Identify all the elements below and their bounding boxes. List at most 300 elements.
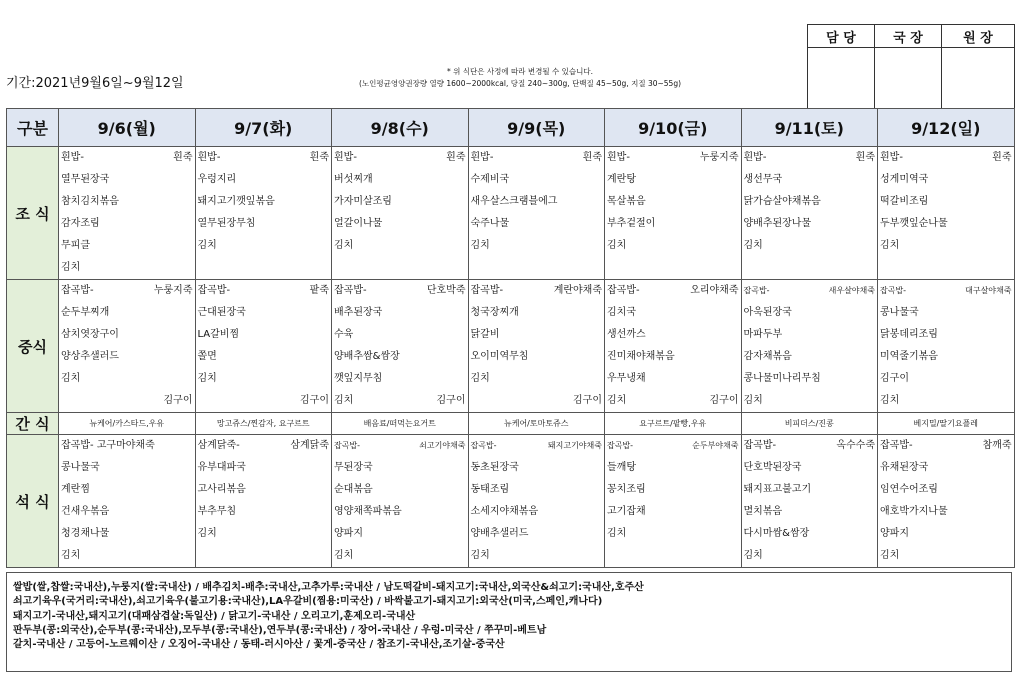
menu-line — [605, 545, 741, 567]
menu-item: 콩나물국 — [880, 307, 919, 318]
menu-line — [196, 280, 332, 302]
menu-item: 근대된장국 — [197, 307, 246, 318]
menu-line — [469, 545, 605, 567]
menu-line — [878, 523, 1014, 545]
menu-item: 버섯찌개 — [334, 174, 373, 185]
menu-line — [878, 169, 1014, 191]
menu-item: 마파두부 — [743, 329, 783, 340]
menu-cell — [332, 280, 469, 413]
menu-line — [59, 545, 195, 567]
origin-line: 갈치-국내산 / 고등어-노르웨이산 / 오징어-국내산 / 동태-러시아산 / 꽃게-중국산 / 참조기-국내산,조기살-중국산 — [13, 639, 505, 651]
day-header: 9/8(수) — [332, 109, 469, 147]
menu-item-right: 흰죽 — [582, 152, 602, 163]
menu-line — [878, 302, 1014, 324]
approval-director: 국 장 — [875, 25, 942, 48]
menu-line — [59, 523, 195, 545]
menu-line — [196, 457, 332, 479]
menu-item: 흰밥- — [607, 152, 630, 163]
menu-line — [469, 435, 605, 457]
menu-line — [332, 457, 468, 479]
menu-line — [59, 390, 195, 412]
origin-line: 판두부(콩:외국산),순두부(콩:국내산),모두부(콩:국내산),연두부(콩:국내산) / 장어-국내산 / 우렁-미국산 / 쭈꾸미-베트남 — [13, 624, 547, 636]
notice-line-1: * 위 식단은 사정에 따라 변경될 수 있습니다. — [447, 67, 593, 76]
menu-item-right: 흰죽 — [446, 152, 466, 163]
menu-item-right: 누룽지죽 — [153, 285, 193, 296]
menu-line — [605, 147, 741, 169]
menu-line — [605, 169, 741, 191]
menu-item: 닭봉데리조림 — [880, 329, 938, 340]
menu-line — [605, 390, 741, 412]
menu-line — [469, 213, 605, 235]
menu-item-right: 팥죽 — [309, 285, 329, 296]
menu-line — [605, 501, 741, 523]
menu-line — [469, 346, 605, 368]
menu-item: 잡곡밥- — [607, 285, 640, 296]
menu-item: 성게미역국 — [880, 174, 929, 185]
menu-line — [332, 302, 468, 324]
menu-line — [742, 213, 878, 235]
menu-item-right: 새우살야채죽 — [828, 286, 875, 295]
menu-line — [59, 302, 195, 324]
menu-cell — [605, 435, 742, 568]
menu-item: 양파지 — [334, 528, 363, 539]
menu-line — [605, 191, 741, 213]
menu-line — [196, 545, 332, 567]
snack-cell: 뉴케어/토마토쥬스 — [468, 413, 605, 435]
menu-line — [878, 213, 1014, 235]
menu-line — [742, 501, 878, 523]
menu-item: 미역줄기볶음 — [880, 351, 938, 362]
menu-line — [742, 280, 878, 302]
menu-cell — [195, 280, 332, 413]
menu-item-right: 돼지고기야채죽 — [547, 441, 602, 450]
menu-line — [605, 435, 741, 457]
menu-item: 아욱된장국 — [743, 307, 792, 318]
menu-line — [332, 435, 468, 457]
menu-line — [469, 523, 605, 545]
menu-item: 돼지고기깻잎볶음 — [197, 196, 275, 207]
menu-item-right: 흰죽 — [309, 152, 329, 163]
meal-row-breakfast — [7, 147, 1015, 280]
menu-item: 목살볶음 — [607, 196, 646, 207]
menu-line — [742, 169, 878, 191]
menu-item: 수제비국 — [470, 174, 510, 185]
menu-line — [332, 324, 468, 346]
menu-item: 열무된장국 — [61, 174, 110, 185]
menu-line — [196, 501, 332, 523]
menu-item: 멸치볶음 — [743, 506, 783, 517]
menu-line — [742, 147, 878, 169]
menu-item-right: 흰죽 — [992, 152, 1012, 163]
notice-line-2: (노인평균영양권장량 열량 1600~2000kcal, 당질 240~300g, 단백질 45~50g, 지질 30~55g) — [358, 79, 682, 88]
menu-line — [59, 479, 195, 501]
menu-line — [878, 435, 1014, 457]
menu-item: 배추된장국 — [334, 307, 383, 318]
snack-cell: 배음료/떠먹는요거트 — [332, 413, 469, 435]
menu-line — [605, 346, 741, 368]
menu-line — [332, 280, 468, 302]
menu-cell — [195, 147, 332, 280]
menu-line — [196, 235, 332, 257]
menu-item: 김치 — [880, 550, 900, 561]
menu-line — [605, 257, 741, 279]
menu-line — [605, 302, 741, 324]
menu-line — [878, 545, 1014, 567]
menu-item: 김치국 — [607, 307, 636, 318]
menu-item-right: 옥수수죽 — [836, 440, 875, 451]
menu-line — [332, 368, 468, 390]
menu-item-right: 순두부야채죽 — [692, 441, 739, 450]
menu-item: 수육 — [334, 329, 354, 340]
approval-signature-head — [942, 48, 1015, 111]
menu-line — [742, 302, 878, 324]
menu-item: 숙주나물 — [470, 218, 510, 229]
menu-item: 소세지야채볶음 — [470, 506, 539, 517]
menu-item: 김치 — [197, 240, 217, 251]
menu-item: 얼갈이나물 — [334, 218, 383, 229]
approval-signature-director — [875, 48, 942, 111]
menu-item: 무된장국 — [334, 462, 373, 473]
menu-item: 두부깻잎순나물 — [880, 218, 948, 229]
menu-item: 유채된장국 — [880, 462, 929, 473]
menu-line — [196, 213, 332, 235]
menu-line — [59, 169, 195, 191]
menu-item: 동초된장국 — [470, 462, 519, 473]
menu-line — [59, 324, 195, 346]
menu-line — [878, 257, 1014, 279]
day-header: 9/7(화) — [195, 109, 332, 147]
menu-line — [196, 346, 332, 368]
menu-line — [878, 280, 1014, 302]
menu-item: 생선무국 — [743, 174, 783, 185]
menu-item-right: 오리야채죽 — [690, 285, 739, 296]
menu-item: 김치 — [880, 240, 900, 251]
menu-cell — [468, 280, 605, 413]
menu-line — [469, 235, 605, 257]
menu-line — [742, 368, 878, 390]
menu-line — [605, 457, 741, 479]
menu-item-right: 대구살야채죽 — [965, 286, 1012, 295]
menu-item: 잡곡밥- — [334, 441, 361, 450]
menu-item: 단호박된장국 — [743, 462, 802, 473]
menu-item: 잡곡밥- — [607, 441, 634, 450]
menu-item: 콩나물미나리무침 — [743, 373, 821, 384]
menu-item: 잡곡밥- — [470, 441, 497, 450]
menu-line — [469, 169, 605, 191]
menu-line — [742, 545, 878, 567]
menu-item: 김구이 — [880, 373, 909, 384]
period-label: 기간:2021년9월6일~9월12일 — [6, 76, 184, 91]
menu-cell — [332, 435, 469, 568]
menu-line — [605, 523, 741, 545]
menu-line — [878, 235, 1014, 257]
approval-head: 원 장 — [942, 25, 1015, 48]
menu-line — [196, 324, 332, 346]
menu-item-right: 누룽지죽 — [699, 152, 739, 163]
menu-item: 감자조림 — [61, 218, 100, 229]
menu-item: 콩나물국 — [61, 462, 100, 473]
menu-line — [469, 280, 605, 302]
menu-cell — [878, 147, 1015, 280]
menu-cell — [605, 147, 742, 280]
menu-line — [742, 435, 878, 457]
menu-line — [469, 191, 605, 213]
menu-cell — [332, 147, 469, 280]
menu-item: 다시마쌈&쌈장 — [743, 528, 810, 539]
menu-item: 부추겉절이 — [607, 218, 656, 229]
menu-line — [59, 501, 195, 523]
menu-cell — [605, 280, 742, 413]
menu-cell — [741, 435, 878, 568]
menu-item: 들깨탕 — [607, 462, 636, 473]
menu-item: 김치 — [607, 240, 627, 251]
menu-line — [605, 235, 741, 257]
snack-cell: 비피더스/진콩 — [741, 413, 878, 435]
meal-row-dinner — [7, 435, 1015, 568]
menu-item: 김치 — [470, 550, 490, 561]
menu-line — [196, 368, 332, 390]
menu-item: 김치 — [197, 373, 217, 384]
menu-item: 진미채야채볶음 — [607, 351, 675, 362]
origin-info — [6, 572, 1012, 672]
menu-line — [196, 257, 332, 279]
weekly-menu-table — [6, 108, 1015, 568]
menu-line — [878, 390, 1014, 412]
menu-item-right: 참깨죽 — [982, 440, 1012, 451]
menu-line — [605, 324, 741, 346]
menu-item: 양배추쌈&쌈장 — [334, 351, 400, 362]
menu-line — [742, 523, 878, 545]
menu-item: 흰밥- — [197, 152, 221, 163]
approval-manager: 담 당 — [808, 25, 875, 48]
menu-item: 임연수어조림 — [880, 484, 938, 495]
menu-line — [59, 280, 195, 302]
menu-item: 양파지 — [880, 528, 909, 539]
menu-item: 김치 — [197, 528, 217, 539]
meal-row-snack — [7, 413, 1015, 435]
menu-item: 양배추샐러드 — [470, 528, 529, 539]
menu-line — [196, 523, 332, 545]
menu-item: 흰밥- — [743, 152, 767, 163]
menu-item: 김치 — [334, 395, 354, 406]
meal-label-lunch: 중식 — [7, 280, 59, 413]
menu-line — [332, 390, 468, 412]
approval-box — [807, 24, 1015, 111]
menu-item: 잡곡밥- — [743, 286, 770, 295]
menu-line — [196, 435, 332, 457]
menu-line — [332, 147, 468, 169]
snack-cell: 망고쥬스/찐감자, 요구르트 — [195, 413, 332, 435]
menu-item: 고기잡채 — [607, 506, 646, 517]
menu-line — [332, 235, 468, 257]
origin-line: 쇠고기육우(국거리:국내산),쇠고기육우(불고기용:국내산),LA우갈비(찜용:미국산) / 바싹불고기-돼지고기:외국산(미국,스페인,캐나다) — [13, 596, 603, 608]
menu-line — [878, 147, 1014, 169]
menu-item: 김치 — [607, 528, 627, 539]
menu-line — [878, 479, 1014, 501]
menu-item: 김치 — [470, 240, 490, 251]
menu-cell — [468, 435, 605, 568]
menu-item: 감자채볶음 — [743, 351, 792, 362]
day-header: 9/10(금) — [605, 109, 742, 147]
menu-item: 잡곡밥- — [880, 440, 913, 451]
menu-item: 새우살스크램블에그 — [470, 196, 558, 207]
menu-item: 우무냉채 — [607, 373, 646, 384]
day-header: 9/11(토) — [741, 109, 878, 147]
menu-item: 흰밥- — [61, 152, 84, 163]
menu-item: 청경채나물 — [61, 528, 110, 539]
menu-item: 청국장찌개 — [470, 307, 519, 318]
menu-item: 양상추샐러드 — [61, 351, 119, 362]
origin-line: 돼지고기-국내산,돼지고기(대패삼겹살:독일산) / 닭고기-국내산 / 오리고기,훈제오리-국내산 — [13, 610, 416, 622]
menu-cell — [468, 147, 605, 280]
menu-item: 떡갈비조림 — [880, 196, 929, 207]
menu-cell — [195, 435, 332, 568]
menu-item: 계란찜 — [61, 484, 90, 495]
menu-line — [878, 457, 1014, 479]
menu-line — [332, 191, 468, 213]
approval-signature-manager — [808, 48, 875, 111]
menu-item: 애호박가지나물 — [880, 506, 948, 517]
menu-line — [605, 479, 741, 501]
menu-item: 무피클 — [61, 240, 90, 251]
menu-line — [742, 346, 878, 368]
menu-cell — [741, 280, 878, 413]
menu-line — [59, 147, 195, 169]
menu-item: 김치 — [334, 550, 354, 561]
menu-item-right: 김구이 — [709, 395, 739, 406]
menu-line — [469, 147, 605, 169]
menu-cell — [59, 435, 196, 568]
menu-line — [332, 346, 468, 368]
menu-line — [469, 257, 605, 279]
menu-item: 김치 — [743, 240, 763, 251]
menu-item: 김치 — [880, 395, 900, 406]
menu-line — [59, 435, 195, 457]
menu-line — [742, 257, 878, 279]
menu-cell — [878, 280, 1015, 413]
menu-line — [742, 457, 878, 479]
menu-line — [196, 479, 332, 501]
menu-item: 건새우볶음 — [61, 506, 110, 517]
menu-item: 순대볶음 — [334, 484, 373, 495]
menu-line — [605, 368, 741, 390]
menu-item: 우렁지리 — [197, 174, 237, 185]
menu-line — [878, 324, 1014, 346]
meal-label-dinner: 석 식 — [7, 435, 59, 568]
menu-item-right: 삼계닭죽 — [290, 440, 329, 451]
menu-item: 닭갈비 — [470, 329, 500, 340]
menu-item: 김치 — [470, 373, 490, 384]
menu-line — [59, 457, 195, 479]
menu-item: 영양채쪽파볶음 — [334, 506, 402, 517]
menu-item: 김치 — [334, 240, 354, 251]
menu-line — [332, 257, 468, 279]
menu-line — [742, 390, 878, 412]
menu-line — [878, 346, 1014, 368]
menu-line — [59, 191, 195, 213]
menu-cell — [59, 147, 196, 280]
menu-line — [59, 235, 195, 257]
menu-cell — [878, 435, 1015, 568]
menu-item: 돼지표고불고기 — [743, 484, 812, 495]
menu-cell — [741, 147, 878, 280]
menu-item: 양배추된장나물 — [743, 218, 812, 229]
menu-item: 잡곡밥- — [197, 285, 231, 296]
menu-line — [469, 368, 605, 390]
meal-label-snack: 간 식 — [7, 413, 59, 435]
menu-line — [742, 235, 878, 257]
menu-item: 흰밥- — [470, 152, 494, 163]
menu-line — [469, 324, 605, 346]
menu-line — [742, 324, 878, 346]
meal-label-breakfast: 조 식 — [7, 147, 59, 280]
menu-item: 꽁치조림 — [607, 484, 646, 495]
menu-item-right: 단호박죽 — [426, 285, 466, 296]
menu-item-right: 김구이 — [163, 395, 193, 406]
menu-item: 잡곡밥- — [61, 285, 94, 296]
menu-line — [332, 501, 468, 523]
menu-item: 잡곡밥- — [334, 285, 367, 296]
menu-item: 잡곡밥- 고구마야채죽 — [61, 440, 155, 451]
menu-item: 고사리볶음 — [197, 484, 246, 495]
menu-item: 잡곡밥- — [470, 285, 504, 296]
origin-line: 쌀밥(쌀,찹쌀:국내산),누룽지(쌀:국내산) / 배추김치-배추:국내산,고추가루:국내산 / 남도떡갈비-돼지고기:국내산,외국산&쇠고기:국내산,호주산 — [13, 582, 644, 593]
menu-line — [196, 147, 332, 169]
corner-header: 구분 — [7, 109, 59, 147]
menu-item: 유부대파국 — [197, 462, 246, 473]
menu-line — [196, 169, 332, 191]
menu-item: 삼계닭죽- — [197, 440, 240, 451]
menu-item: 오이미역무침 — [470, 351, 529, 362]
menu-line — [469, 302, 605, 324]
menu-item: 잡곡밥- — [880, 286, 907, 295]
menu-item: 부추무침 — [197, 506, 237, 517]
menu-line — [196, 191, 332, 213]
menu-line — [332, 545, 468, 567]
snack-cell: 요구르트/팥빵,우유 — [605, 413, 742, 435]
menu-item: 순두부찌개 — [61, 307, 110, 318]
menu-line — [196, 390, 332, 412]
menu-line — [59, 213, 195, 235]
menu-item: 김치 — [607, 395, 627, 406]
menu-item-right: 김구이 — [436, 395, 466, 406]
menu-line — [742, 479, 878, 501]
menu-line — [469, 479, 605, 501]
menu-item-right: 김구이 — [300, 395, 329, 406]
menu-line — [59, 257, 195, 279]
menu-line — [332, 479, 468, 501]
menu-line — [469, 501, 605, 523]
menu-line — [332, 523, 468, 545]
menu-item: 김치 — [743, 395, 763, 406]
menu-line — [605, 213, 741, 235]
menu-item: 참치김치볶음 — [61, 196, 119, 207]
day-header: 9/9(목) — [468, 109, 605, 147]
menu-item: 김치 — [61, 262, 81, 273]
menu-item: 김치 — [61, 550, 81, 561]
menu-item: 잡곡밥- — [743, 440, 777, 451]
menu-item: 동태조림 — [470, 484, 510, 495]
snack-cell: 뉴케어/카스타드,우유 — [59, 413, 196, 435]
menu-item-right: 흰죽 — [855, 152, 875, 163]
menu-line — [469, 390, 605, 412]
meal-row-lunch — [7, 280, 1015, 413]
menu-line — [605, 280, 741, 302]
menu-line — [742, 191, 878, 213]
menu-item-right: 계란야채죽 — [553, 285, 602, 296]
menu-item: 김치 — [743, 550, 763, 561]
menu-line — [59, 346, 195, 368]
